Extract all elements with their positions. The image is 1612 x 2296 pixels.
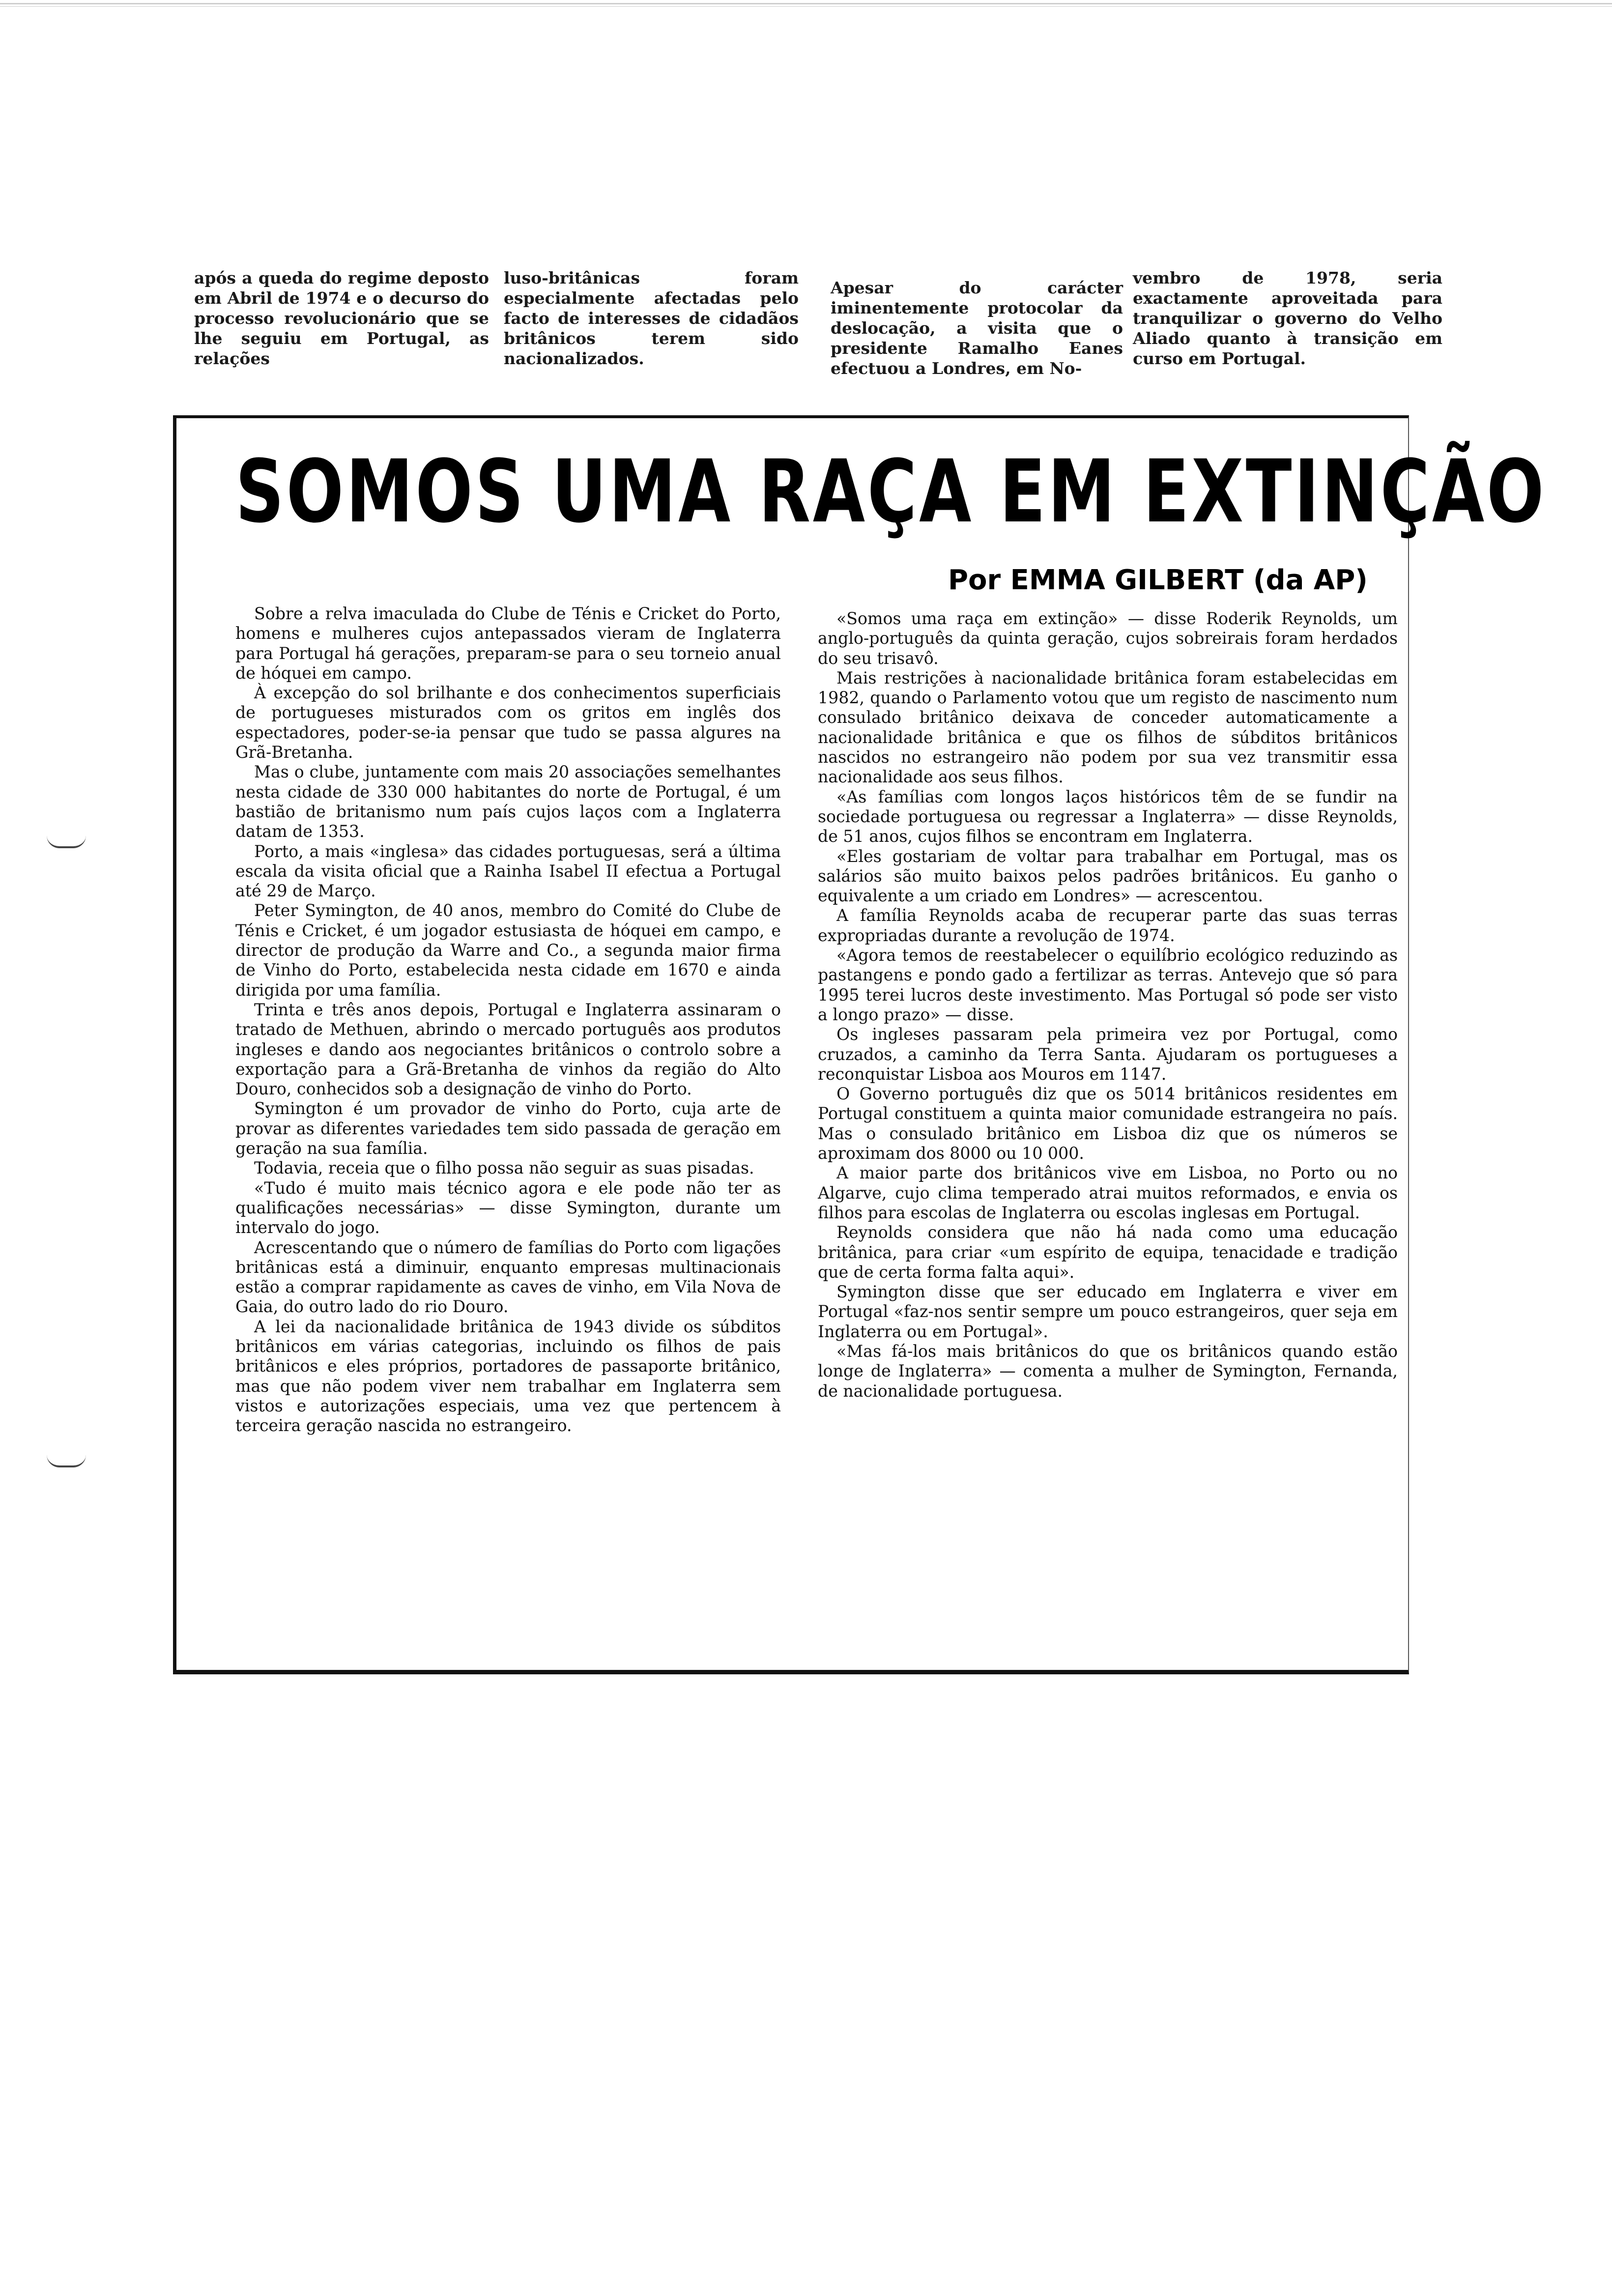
paragraph: «Somos uma raça em extinção» — disse Roderik Reynolds, um anglo-português da quinta geração, cujos sobreirais foram herdados do seu trisavô.: [818, 609, 1398, 668]
paragraph: Mais restrições à nacionalidade britânica foram estabelecidas em 1982, quando o Parlamento votou que um registo de nascimento num consulado britânico deixava de conceder automaticamente a nacionalidade britânica e que os filhos de súbditos britânicos nascidos no estrangeiro não podem por sua vez transmitir essa nacionalidade aos seus filhos.: [818, 668, 1398, 787]
paragraph: «Tudo é muito mais técnico agora e ele pode não ter as qualificações necessárias» — disse Symington, durante um intervalo do jogo.: [235, 1178, 781, 1237]
paragraph: Sobre a relva imaculada do Clube de Ténis e Cricket do Porto, homens e mulheres cujos antepassados vieram de Inglaterra para Portugal há gerações, preparam-se para o seu torneio anual de hóquei em campo.: [235, 604, 781, 683]
paragraph: Porto, a mais «inglesa» das cidades portuguesas, será a última escala da visita oficial que a Rainha Isabel II efectua a Portugal até 29 de Março.: [235, 841, 781, 901]
paragraph: À excepção do sol brilhante e dos conhecimentos superficiais de portugueses misturados com os gritos em inglês dos espectadores, poder-se-ia pensar que tudo se passa algures na Grã-Bretanha.: [235, 683, 781, 762]
paragraph: Symington disse que ser educado em Inglaterra e viver em Portugal «faz-nos sentir sempre um pouco estrangeiros, quer seja em Inglaterra ou em Portugal».: [818, 1282, 1398, 1341]
paragraph: A lei da nacionalidade britânica de 1943 divide os súbditos britânicos em várias categorias, incluindo os filhos de pais britânicos e eles próprios, portadores de passaporte britânico, mas que não podem viver nem trabalhar em Inglaterra sem vistos e autorizações especiais, uma vez que pertencem à terceira geração nascida no estrangeiro.: [235, 1317, 781, 1435]
previous-article-text-1: após a queda do regime deposto em Abril de 1974 e o decurso do processo revolucionário que se lhe seguiu em Portugal, as relações: [194, 268, 489, 368]
margin-punch-mark: [47, 835, 86, 848]
previous-article-column-4: [1133, 268, 1442, 369]
byline: Por EMMA GILBERT (da AP): [948, 564, 1368, 596]
article-column-right: [818, 609, 1398, 1401]
previous-article-text-3: Apesar do carácter iminentemente protocolar da deslocação, a visita que o presidente Ramalho Eanes efectuou a Londres, em No-: [831, 278, 1123, 378]
paragraph: O Governo português diz que os 5014 britânicos residentes em Portugal constituem a quinta maior comunidade estrangeira no país. Mas o consulado britânico em Lisboa diz que os números se aproximam dos 8000 ou 10 000.: [818, 1084, 1398, 1163]
paragraph: A maior parte dos britânicos vive em Lisboa, no Porto ou no Algarve, cujo clima temperado atrai muitos reformados, e envia os filhos para escolas de Inglaterra ou escolas inglesas em Portugal.: [818, 1163, 1398, 1222]
article-box: [173, 415, 1547, 1674]
scan-edge-line-secondary: [0, 6, 1612, 7]
paragraph: Peter Symington, de 40 anos, membro do Comité do Clube de Ténis e Cricket, é um jogador estusiasta de hóquei em campo, e director de produção da Warre and Co., a segunda maior firma de Vinho do Porto, estabelecida nesta cidade em 1670 e ainda dirigida por uma família.: [235, 901, 781, 1000]
paragraph: Reynolds considera que não há nada como uma educação britânica, para criar «um espírito de equipa, tenacidade e tradição que de certa forma falta aqui».: [818, 1223, 1398, 1282]
paragraph: «As famílias com longos laços históricos têm de se fundir na sociedade portuguesa ou regressar a Inglaterra» — disse Reynolds, de 51 anos, cujos filhos se encontram em Inglaterra.: [818, 787, 1398, 846]
previous-article-column-2: [504, 268, 799, 369]
paragraph: Trinta e três anos depois, Portugal e Inglaterra assinaram o tratado de Methuen, abrindo o mercado português aos produtos ingleses e dando aos negociantes britânicos o controlo sobre a exportação para a Grã-Bretanha de vinhos da região do Alto Douro, conhecidos sob a designação de vinho do Porto.: [235, 1000, 781, 1099]
paragraph: A família Reynolds acaba de recuperar parte das suas terras expropriadas durante a revolução de 1974.: [818, 906, 1398, 945]
scan-edge-line: [0, 3, 1612, 4]
paragraph: Os ingleses passaram pela primeira vez por Portugal, como cruzados, a caminho da Terra Santa. Ajudaram os portugueses a reconquistar Lisboa aos Mouros em 1147.: [818, 1025, 1398, 1084]
paragraph: Todavia, receia que o filho possa não seguir as suas pisadas.: [254, 1158, 754, 1178]
paragraph: «Mas fá-los mais britânicos do que os britânicos quando estão longe de Inglaterra» — comenta a mulher de Symington, Fernanda, de nacionalidade portuguesa.: [818, 1341, 1398, 1401]
article-column-left: [235, 604, 781, 1435]
paragraph: «Eles gostariam de voltar para trabalhar em Portugal, mas os salários são muito baixos pelos padrões britânicos. Eu ganho o equivalente a um criado em Londres» — acrescentou.: [818, 846, 1398, 906]
paragraph: Symington é um provador de vinho do Porto, cuja arte de provar as diferentes variedades tem sido passada de geração em geração na sua família.: [235, 1099, 781, 1158]
paragraph: «Agora temos de reestabelecer o equilíbrio ecológico reduzindo as pastangens e pondo gado a fertilizar as terras. Antevejo que só para 1995 terei lucros deste investimento. Mas Portugal só pode ser visto a longo prazo» — disse.: [818, 946, 1398, 1024]
previous-article-text-4: vembro de 1978, seria exactamente aproveitada para tranquilizar o governo do Velho Aliado quanto à transição em curso em Portugal.: [1133, 268, 1442, 368]
previous-article-column-3: [831, 278, 1123, 378]
paragraph: Acrescentando que o número de famílias do Porto com ligações britânicas está a diminuir, enquanto empresas multinacionais estão a comprar rapidamente as caves de vinho, em Vila Nova de Gaia, do outro lado do rio Douro.: [235, 1237, 781, 1317]
previous-article-column-1: [194, 268, 489, 369]
paragraph: Mas o clube, juntamente com mais 20 associações semelhantes nesta cidade de 330 000 habitantes do norte de Portugal, é um bastião de britanismo num país cujos laços com a Inglaterra datam de 1353.: [235, 762, 781, 841]
previous-article-text-2: luso-britânicas foram especialmente afectadas pelo facto de interesses de cidadãos britânicos terem sido nacionalizados.: [504, 268, 799, 368]
margin-punch-mark: [47, 1455, 86, 1467]
headline: SOMOS UMA RAÇA EM EXTINÇÃO: [235, 441, 1547, 542]
